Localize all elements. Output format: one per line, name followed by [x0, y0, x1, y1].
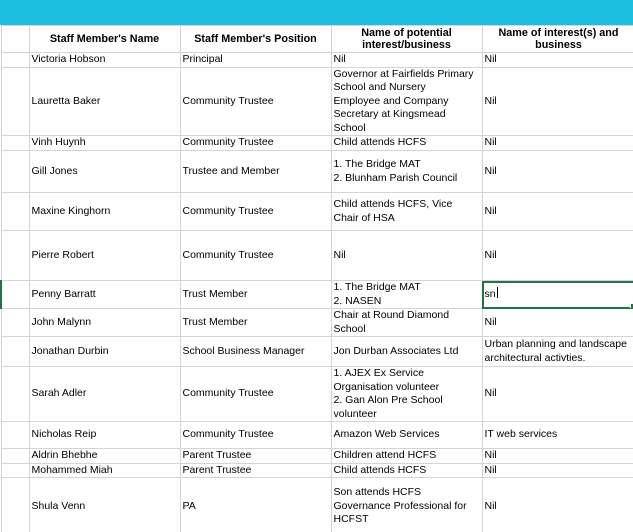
cell-name[interactable] — [29, 281, 180, 309]
table-row — [1, 136, 633, 151]
cell-name[interactable] — [29, 449, 180, 464]
cell-text: Aldrin Bhebhe — [31, 449, 98, 461]
cell-interest[interactable] — [482, 367, 633, 422]
cell-text: Vinh Huynh — [31, 136, 86, 149]
cell-text: Community Trustee — [182, 387, 274, 400]
cell-potential-interest[interactable] — [331, 53, 482, 68]
cell-interest[interactable] — [482, 463, 633, 478]
cell-potential-interest[interactable] — [331, 309, 482, 337]
row-header-cell[interactable] — [1, 449, 29, 464]
cell-text: Nil — [484, 315, 497, 328]
cell-potential-interest[interactable] — [331, 67, 482, 136]
cell-text: 1. AJEX Ex Service Organisation volunteer 2. Gan Alon Pre School volunteer — [333, 367, 443, 420]
cell-position[interactable] — [180, 337, 331, 367]
cell-potential-interest[interactable] — [331, 422, 482, 449]
cell-name[interactable] — [29, 309, 180, 337]
interests-table — [0, 25, 633, 532]
active-cell-editor[interactable] — [482, 281, 633, 309]
cell-interest[interactable] — [482, 309, 633, 337]
cell-text: Nil — [484, 248, 497, 261]
cell-potential-interest[interactable] — [331, 231, 482, 281]
cell-potential-interest[interactable] — [331, 281, 482, 309]
text-cursor — [497, 287, 498, 298]
cell-position[interactable] — [180, 231, 331, 281]
cell-name[interactable] — [29, 67, 180, 136]
cell-name[interactable] — [29, 367, 180, 422]
row-header-cell[interactable] — [1, 26, 29, 53]
cell-text: Principal — [182, 53, 223, 65]
cell-text: Jon Durban Associates Ltd — [333, 344, 459, 357]
cell-text: Nil — [333, 53, 346, 65]
cell-text: John Malynn — [31, 315, 92, 328]
cell-text: Child attends HCFS, Vice Chair of HSA — [333, 198, 453, 224]
cell-position[interactable] — [180, 67, 331, 136]
cell-text: Nil — [484, 387, 497, 400]
cell-text: Shula Venn — [31, 499, 86, 512]
cell-text: Maxine Kinghorn — [31, 204, 111, 217]
cell-text: Nil — [484, 94, 497, 107]
column-header-position[interactable]: Staff Member's Position — [180, 26, 331, 53]
cell-text: Nil — [484, 463, 497, 476]
column-header-interests[interactable]: Name of interest(s) and business — [482, 26, 633, 53]
cell-position[interactable] — [180, 478, 331, 532]
cell-text: Amazon Web Services — [333, 428, 440, 441]
table-row — [1, 478, 633, 532]
cell-text: Nil — [484, 499, 497, 512]
table-row — [1, 231, 633, 281]
cell-potential-interest[interactable] — [331, 463, 482, 478]
cell-name[interactable] — [29, 337, 180, 367]
cell-text: Nicholas Reip — [31, 428, 97, 441]
cell-text: Mohammed Miah — [31, 463, 113, 476]
cell-text: Children attend HCFS — [333, 449, 437, 461]
table-row — [1, 281, 633, 309]
column-header-potential-interest[interactable]: Name of potential interest/business — [331, 26, 482, 53]
cell-name[interactable] — [29, 193, 180, 231]
cell-name[interactable] — [29, 422, 180, 449]
cell-name[interactable] — [29, 151, 180, 193]
cell-text: Chair at Round Diamond School — [333, 309, 450, 335]
row-header-cell[interactable] — [1, 309, 29, 337]
cell-text: Nil — [484, 449, 497, 461]
cell-name[interactable] — [29, 136, 180, 151]
cell-text: 1. The Bridge MAT 2. Blunham Parish Council — [333, 158, 458, 184]
cell-position[interactable] — [180, 53, 331, 68]
cell-interest[interactable] — [482, 337, 633, 367]
cell-potential-interest[interactable] — [331, 367, 482, 422]
cell-text: Nil — [484, 53, 497, 65]
cell-position[interactable] — [180, 309, 331, 337]
column-header-name[interactable]: Staff Member's Name — [29, 26, 180, 53]
cell-text: Community Trustee — [182, 136, 274, 149]
cell-potential-interest[interactable] — [331, 478, 482, 532]
cell-text: Nil — [484, 136, 497, 149]
table-row — [1, 337, 633, 367]
cell-interest[interactable] — [482, 478, 633, 532]
cell-potential-interest[interactable] — [331, 136, 482, 151]
cell-position[interactable] — [180, 281, 331, 309]
cell-text: Pierre Robert — [31, 248, 94, 261]
cell-text: School Business Manager — [182, 344, 305, 357]
cell-interest[interactable] — [482, 151, 633, 193]
header-row — [1, 26, 633, 53]
cell-position[interactable] — [180, 463, 331, 478]
cell-text: Nil — [484, 164, 497, 177]
table-row — [1, 309, 633, 337]
cell-text: Gill Jones — [31, 164, 78, 177]
header-banner — [0, 0, 633, 25]
cell-text: Governor at Fairfields Primary School and Nursery Employee and Company Secretary at Kingsmead School — [333, 67, 474, 134]
table-row — [1, 449, 633, 464]
cell-interest[interactable] — [482, 231, 633, 281]
table-row — [1, 67, 633, 136]
row-header-cell[interactable] — [1, 463, 29, 478]
cell-interest[interactable] — [482, 53, 633, 68]
cell-text: Son attends HCFS Governance Professional for HCFST — [333, 486, 467, 526]
row-header-cell[interactable] — [1, 193, 29, 231]
cell-text: Community Trustee — [182, 204, 274, 217]
cell-text: IT web services — [484, 428, 558, 441]
cell-text: Urban planning and landscape architectural activties. — [484, 338, 627, 364]
cell-interest[interactable] — [482, 136, 633, 151]
row-header-cell[interactable] — [1, 367, 29, 422]
cell-position[interactable] — [180, 193, 331, 231]
cell-position[interactable] — [180, 136, 331, 151]
cell-position[interactable] — [180, 151, 331, 193]
cell-text: Community Trustee — [182, 94, 274, 107]
cell-text: sn — [484, 288, 496, 301]
cell-interest[interactable] — [482, 193, 633, 231]
table-row — [1, 463, 633, 478]
cell-potential-interest[interactable] — [331, 449, 482, 464]
cell-text: Victoria Hobson — [31, 53, 106, 65]
cell-interest[interactable] — [482, 449, 633, 464]
cell-text: Trust Member — [182, 287, 248, 300]
spreadsheet-grid[interactable] — [0, 25, 633, 532]
row-header-cell[interactable] — [1, 136, 29, 151]
cell-text: Nil — [484, 204, 497, 217]
cell-text: Trust Member — [182, 315, 248, 328]
cell-text: Community Trustee — [182, 248, 274, 261]
cell-text: 1. The Bridge MAT 2. NASEN — [333, 281, 421, 307]
cell-text: Trustee and Member — [182, 164, 280, 177]
cell-text: Child attends HCFS — [333, 463, 427, 476]
table-row — [1, 193, 633, 231]
row-header-cell[interactable] — [1, 231, 29, 281]
cell-position[interactable] — [180, 367, 331, 422]
cell-text: Penny Barratt — [31, 287, 96, 300]
cell-text: Child attends HCFS — [333, 136, 427, 149]
row-header-cell[interactable] — [1, 337, 29, 367]
cell-text: Nil — [333, 248, 346, 261]
row-header-cell[interactable] — [1, 422, 29, 449]
table-row — [1, 367, 633, 422]
row-header-cell[interactable] — [1, 67, 29, 136]
cell-text: Community Trustee — [182, 428, 274, 441]
fill-handle[interactable] — [630, 303, 633, 309]
cell-name[interactable] — [29, 478, 180, 532]
cell-text: Lauretta Baker — [31, 94, 101, 107]
row-header-cell[interactable] — [1, 478, 29, 532]
cell-name[interactable] — [29, 53, 180, 68]
cell-text: PA — [182, 499, 196, 512]
cell-potential-interest[interactable] — [331, 151, 482, 193]
cell-potential-interest[interactable] — [331, 337, 482, 367]
cell-text: Parent Trustee — [182, 463, 252, 476]
cell-interest[interactable] — [482, 422, 633, 449]
cell-position[interactable] — [180, 422, 331, 449]
cell-name[interactable] — [29, 231, 180, 281]
table-row — [1, 53, 633, 68]
table-row — [1, 422, 633, 449]
row-header-cell[interactable] — [1, 151, 29, 193]
cell-text: Parent Trustee — [182, 449, 252, 461]
cell-text: Sarah Adler — [31, 387, 87, 400]
row-header-cell[interactable] — [1, 281, 29, 309]
row-header-cell[interactable] — [1, 53, 29, 68]
cell-name[interactable] — [29, 463, 180, 478]
cell-text: Jonathan Durbin — [31, 344, 109, 357]
cell-potential-interest[interactable] — [331, 193, 482, 231]
cell-position[interactable] — [180, 449, 331, 464]
cell-interest[interactable] — [482, 67, 633, 136]
table-row — [1, 151, 633, 193]
